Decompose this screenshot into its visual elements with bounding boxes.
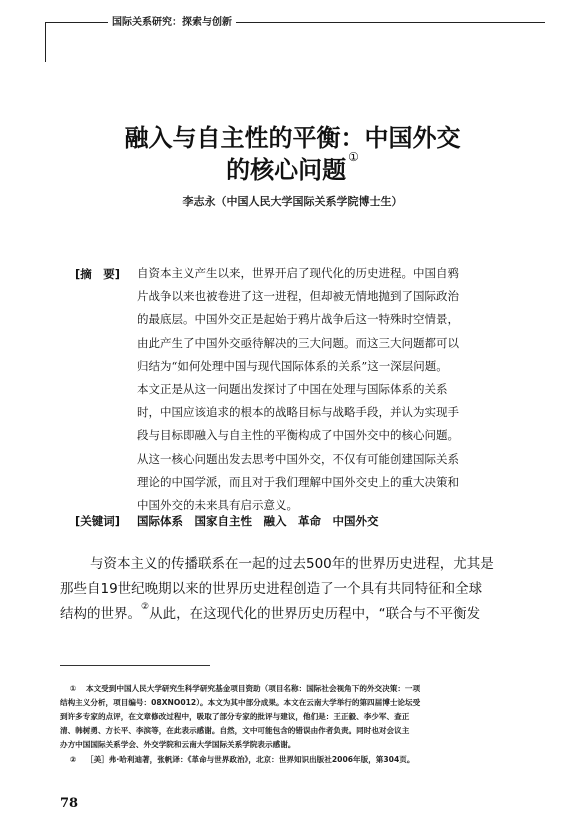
footnote-2-text: ［美］弗·哈利迪著，张帆译：《革命与世界政治》，北京：世界知识出版社2006年版，第304页。	[86, 755, 415, 764]
abstract-line: 的最底层。中国外交正是起始于鸦片战争后这一特殊时空情景，	[137, 312, 459, 327]
abstract-line: 由此产生了中国外交亟待解决的三大问题。而这三大问题都可以	[137, 335, 459, 350]
footnote-1-line	[60, 682, 522, 696]
body-text-segment: 结构的世界。	[60, 606, 141, 622]
author-line: 李志永（中国人民大学国际关系学院博士生）	[182, 195, 403, 208]
keywords-label: [关键词]	[75, 514, 121, 528]
abstract-line: 归结为“如何处理中国与现代国际体系的关系”这一深层问题。	[137, 358, 448, 373]
footnote-1-text: 本文受到中国人民大学研究生科学研究基金项目资助（项目名称：国际社会视角下的外交决策：一项	[86, 684, 421, 693]
footnote-1-line: 到许多专家的点评，在文章修改过程中，吸取了部分专家的批评与建议，他们是：王正毅、李少军、查正	[60, 712, 410, 721]
body-paragraph-line-2: 那些自19世纪晚期以来的世界历史进程创造了一个具有共同特征和全球	[60, 581, 483, 597]
footnote-1-line: 办方中国国际关系学会、外交学院和云南大学国际关系学院表示感谢。	[60, 740, 296, 749]
article-title-line-2	[0, 150, 585, 185]
keywords-text: 国际体系 国家自主性 融入 革命 中国外交	[137, 514, 379, 528]
article-title-line-1: 融入与自主性的平衡：中国外交	[124, 124, 461, 152]
article-title-text: 的核心问题	[226, 156, 347, 184]
footnote-1-line: 清、韩树勇、方长平、李滨等，在此表示感谢。自然，文中可能包含的错误由作者负责。同时也对会议主	[60, 726, 410, 735]
running-header: 国际关系研究：探索与创新	[108, 13, 236, 28]
body-text-segment: 从此，在这现代化的世界历史历程中，“联合与不平衡发	[149, 606, 481, 622]
footnote-rule	[60, 665, 210, 666]
header-corner-rule	[45, 22, 46, 62]
abstract-line: 本文正是从这一问题出发探讨了中国在处理与国际体系的关系	[137, 381, 448, 396]
footnote-2-mark: ②	[69, 755, 77, 764]
abstract-line: 时，中国应该追求的根本的战略目标与战略手段，并认为实现手	[137, 405, 459, 420]
abstract-line: 自资本主义产生以来，世界开启了现代化的历史进程。中国自鸦	[137, 266, 459, 280]
body-paragraph-line-1: 与资本主义的传播联系在一起的过去500年的世界历史进程，尤其是	[90, 556, 494, 572]
abstract-line: 中国外交的未来具有启示意义。	[137, 497, 298, 512]
title-footnote-mark: ①	[348, 150, 359, 164]
footnote-1-mark: ①	[69, 684, 77, 693]
abstract-body	[137, 262, 522, 517]
page-number: 78	[60, 796, 79, 811]
footnote-1-line: 结构主义分析，项目编号：08XNO012）。本文为其中部分成果。本文在云南大学举行的第四届博士论坛受	[60, 698, 421, 707]
footnote-1	[60, 682, 522, 752]
abstract-line: 理论的中国学派，而且对于我们理解中国外交史上的重大决策和	[137, 474, 459, 489]
footnote-2	[60, 753, 522, 767]
abstract-line: 段与目标即融入与自主性的平衡构成了中国外交中的核心问题。	[137, 428, 459, 443]
abstract-line: 从这一核心问题出发去思考中国外交，不仅有可能创建国际关系	[137, 451, 459, 466]
body-paragraph-line-3	[60, 602, 480, 622]
body-footnote-mark: ②	[141, 602, 150, 612]
abstract-line: 片战争以来也被卷进了这一进程，但却被无情地抛到了国际政治	[137, 289, 459, 304]
abstract-label: [摘 要]	[75, 267, 121, 281]
